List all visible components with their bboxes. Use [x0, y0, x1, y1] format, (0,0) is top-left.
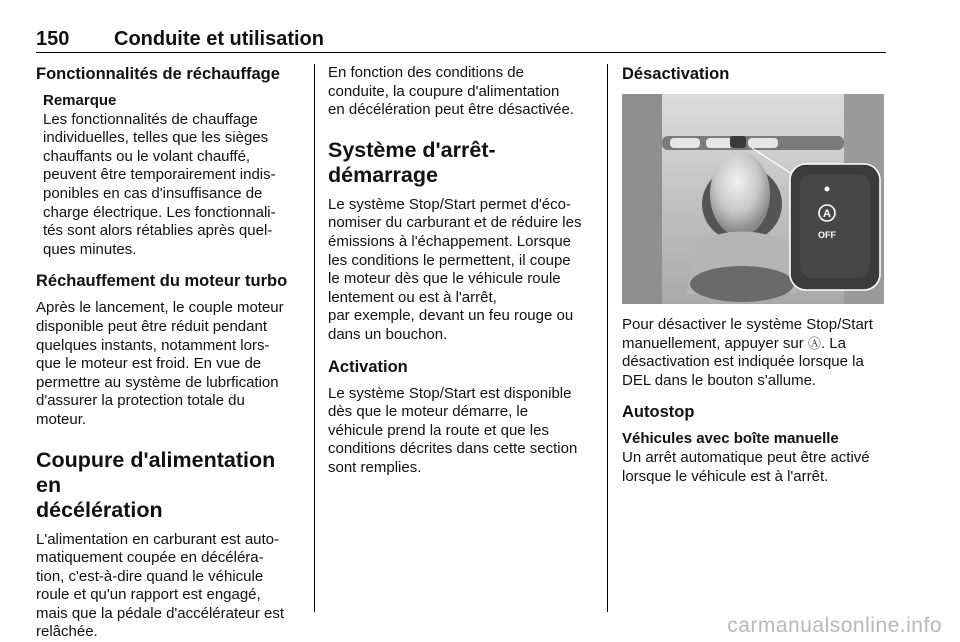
text-line: matiquement coupée en décéléra-	[36, 549, 264, 567]
text-line: relâchée.	[36, 623, 98, 641]
text-line: véhicule prend la route et que les	[328, 421, 549, 439]
text-line: Pour désactiver le système Stop/Start	[622, 316, 873, 333]
text-line: d'assurer la protection totale du	[36, 392, 245, 410]
column-divider	[314, 64, 315, 612]
heading-heating: Fonctionnalités de réchauffage	[36, 65, 280, 83]
page-title: Conduite et utilisation	[114, 28, 324, 50]
text-fragment: manuellement, appuyer sur	[622, 334, 808, 352]
text-line: permettre au système de lubrfication	[36, 373, 279, 391]
column-3	[622, 64, 888, 486]
text-line: le moteur dès que le véhicule roule	[328, 270, 561, 288]
text-line: moteur.	[36, 410, 87, 428]
text-line: lentement ou est à l'arrêt,	[328, 288, 497, 306]
text-line: DEL dans le bouton s'allume.	[622, 371, 817, 389]
text-line: Un arrêt automatique peut être activé	[622, 448, 870, 466]
heading-cutoff: décélération	[36, 497, 163, 522]
text-line: Le système Stop/Start est disponible	[328, 384, 572, 402]
text-line: Après le lancement, le couple moteur	[36, 299, 284, 317]
text-line: les conditions le permettent, il coupe	[328, 251, 571, 269]
text-line	[622, 335, 888, 354]
text-line: par exemple, devant un feu rouge ou	[328, 307, 574, 325]
text-line: dès que le moteur démarre, le	[328, 403, 529, 421]
text-line: en décélération peut être désactivée.	[328, 101, 574, 119]
text-line: En fonction des conditions de	[328, 64, 524, 81]
text-line: tion, c'est-à-dire quand le véhicule	[36, 567, 264, 585]
watermark: carmanualsonline.info	[727, 614, 942, 637]
heading-stopstart: Système d'arrêt-démarrage	[328, 137, 496, 187]
note-block	[36, 92, 302, 259]
heading-turbo: Réchauffement du moteur turbo	[36, 272, 288, 291]
column-divider	[607, 64, 608, 612]
subheading-manual: Véhicules avec boîte manuelle	[622, 430, 839, 448]
text-line: dans un bouchon.	[328, 325, 448, 343]
text-line: disponible peut être réduit pendant	[36, 317, 268, 335]
button-off-label: OFF	[818, 230, 836, 240]
text-line: tés sont alors rétablies après quel-	[43, 222, 273, 240]
text-line: nomiser du carburant et de réduire les	[328, 214, 582, 232]
text-line: peuvent être temporairement indis-	[43, 166, 276, 184]
console-illustration	[622, 94, 884, 304]
heading-activation: Activation	[328, 357, 408, 376]
stop-start-a-icon: A	[823, 208, 831, 220]
text-fragment: . La	[820, 334, 846, 352]
text-line: ques minutes.	[43, 240, 137, 258]
text-line: Le système Stop/Start permet d'éco-	[328, 195, 571, 213]
stop-start-button-photo	[622, 94, 884, 304]
text-line: Les fonctionnalités de chauffage	[43, 110, 258, 128]
text-line: désactivation est indiquée lorsque la	[622, 353, 864, 371]
text-line: lorsque le véhicule est à l'arrêt.	[622, 467, 829, 485]
text-line: émissions à l'échappement. Lorsque	[328, 232, 572, 250]
text-line: conditions décrites dans cette section	[328, 440, 578, 458]
column-2	[328, 64, 594, 478]
note-title: Remarque	[43, 92, 117, 109]
stop-start-icon: Ⓐ	[807, 335, 821, 351]
text-line: que le moteur est froid. En vue de	[36, 355, 262, 373]
text-line: conduite, la coupure d'alimentation	[328, 82, 560, 100]
text-line: individuelles, telles que les sièges	[43, 129, 269, 147]
text-line: chauffants ou le volant chauffé,	[43, 147, 251, 165]
text-line: sont remplies.	[328, 458, 422, 476]
text-line: mais que la pédale d'accélérateur est	[36, 604, 285, 622]
heading-cutoff: Coupure d'alimentation en	[36, 447, 276, 497]
heading-autostop: Autostop	[622, 403, 695, 422]
text-line: L'alimentation en carburant est auto-	[36, 530, 280, 548]
text-line: roule et qu'un rapport est engagé,	[36, 586, 261, 604]
text-line: quelques instants, notamment lors-	[36, 336, 270, 354]
text-line: ponibles en cas d'insuffisance de	[43, 184, 263, 202]
page-number: 150	[36, 28, 70, 50]
column-1	[36, 64, 302, 642]
heading-deactivation: Désactivation	[622, 65, 730, 83]
text-line: charge électrique. Les fonctionnali-	[43, 203, 276, 221]
page-header	[36, 28, 886, 53]
